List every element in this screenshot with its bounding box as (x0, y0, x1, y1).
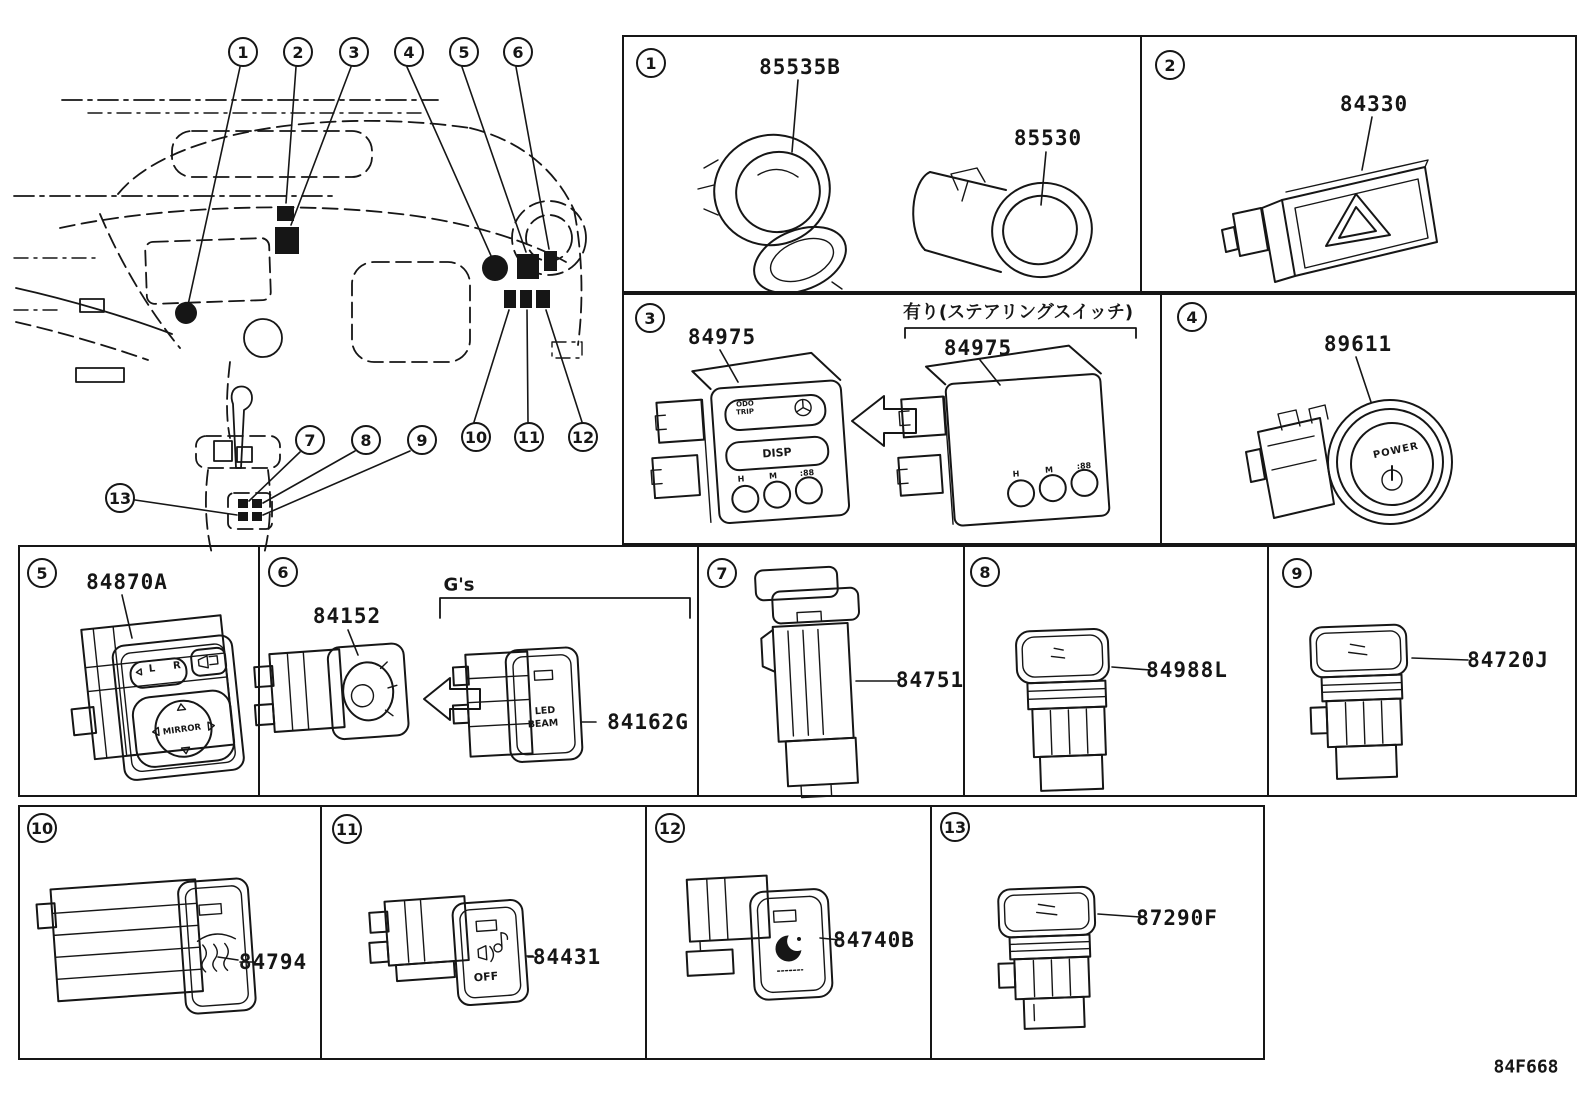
face-text-off: OFF (473, 969, 499, 985)
divider-cell11-cell12 (645, 805, 647, 1060)
part-drawing-85530 (913, 152, 1100, 286)
note-steering-switch: 有り(ステアリングスイッチ) (902, 302, 1134, 323)
part-drawing-84330 (1222, 117, 1437, 282)
part-drawing-84431 (367, 892, 529, 1012)
callout-11: 11 (514, 422, 544, 452)
part-drawing-84870A (63, 595, 245, 781)
part-label-84740B: 84740B (833, 928, 915, 952)
callout-9: 9 (407, 425, 437, 455)
cell-number-5: 5 (27, 558, 57, 588)
part-drawing-84988L (1016, 628, 1114, 791)
part-drawing-85535B (698, 80, 856, 306)
divider-cell5-cell6 (258, 545, 260, 797)
callout-6: 6 (503, 37, 533, 67)
face-text-trip: TRIP (735, 407, 755, 417)
face-text-clock-right: :88 (1076, 461, 1092, 471)
cell-number-3: 3 (635, 303, 665, 333)
part-label-84330: 84330 (1339, 92, 1409, 116)
cell-number-4: 4 (1177, 302, 1207, 332)
bracket-steering-switch (905, 328, 1136, 338)
cell-number-10: 10 (27, 813, 57, 843)
part-drawing-89611 (1246, 357, 1452, 524)
grade-label-gs: G's (443, 574, 475, 596)
part-label-84794: 84794 (238, 950, 308, 974)
face-text-l: L (148, 663, 156, 675)
part-label-84162G: 84162G (607, 710, 689, 734)
callout-4: 4 (394, 37, 424, 67)
face-text-beam: BEAM (527, 717, 559, 731)
part-label-87290F: 87290F (1136, 906, 1218, 930)
divider-cell1-cell2 (1140, 35, 1142, 293)
callout-5: 5 (449, 37, 479, 67)
part-label-89611: 89611 (1323, 332, 1393, 356)
face-text-power: POWER (1372, 440, 1420, 462)
part-label-84431: 84431 (532, 945, 602, 969)
cell-number-2: 2 (1155, 50, 1185, 80)
divider-cell3-cell4 (1160, 293, 1162, 545)
leader-84794 (218, 957, 238, 960)
part-label-84988L: 84988L (1146, 658, 1228, 682)
divider-cell10-cell11 (320, 805, 322, 1060)
cell-number-6: 6 (268, 557, 298, 587)
cell-number-12: 12 (655, 813, 685, 843)
divider-cell12-cell13 (930, 805, 932, 1060)
face-text-m-right: M (1044, 465, 1054, 475)
callout-3: 3 (339, 37, 369, 67)
callout-12: 12 (568, 422, 598, 452)
arrow-left-icon (852, 396, 916, 446)
page-code: 84F668 (1493, 1056, 1559, 1078)
callout-1: 1 (228, 37, 258, 67)
part-label-84720J: 84720J (1467, 648, 1549, 672)
face-text-mirror: MIRROR (162, 722, 202, 738)
part-label-85535B: 85535B (759, 55, 841, 79)
cell-number-9: 9 (1282, 558, 1312, 588)
part-drawing-84740B (683, 872, 833, 1003)
cell-number-13: 13 (940, 812, 970, 842)
callout-7: 7 (295, 425, 325, 455)
part-label-84975-right: 84975 (943, 336, 1013, 360)
face-text-led: LED (534, 704, 556, 718)
callout-10: 10 (461, 422, 491, 452)
part-drawing-84720J (1308, 624, 1411, 779)
face-text-disp: DISP (761, 445, 793, 461)
cell-number-8: 8 (970, 557, 1000, 587)
cell-number-1: 1 (636, 48, 666, 78)
part-drawing-84751 (755, 565, 869, 799)
face-text-odo: ODO (735, 399, 755, 409)
bracket-gs-grade (440, 598, 690, 618)
part-drawing-87290F (996, 886, 1099, 1029)
part-drawing-84975-left (644, 351, 850, 528)
dashboard-sketch (14, 67, 586, 554)
face-text-r: R (172, 660, 182, 672)
part-drawing-84975-right (889, 344, 1110, 530)
callout-13: 13 (105, 483, 135, 513)
callout-8: 8 (351, 425, 381, 455)
face-text-h-left: H (737, 474, 745, 484)
part-label-84975-left: 84975 (687, 325, 757, 349)
divider-cell8-cell9 (1267, 545, 1269, 797)
cell-number-11: 11 (332, 814, 362, 844)
part-label-85530: 85530 (1013, 126, 1083, 150)
part-label-84751: 84751 (895, 668, 965, 692)
arrow-left-icon (424, 678, 480, 720)
face-text-m-left: M (768, 471, 778, 481)
cell-number-7: 7 (707, 558, 737, 588)
leader-87290F (1098, 914, 1140, 917)
leader-84720J (1412, 658, 1468, 660)
callout-2: 2 (283, 37, 313, 67)
face-text-h-right: H (1012, 469, 1020, 479)
part-label-84870A: 84870A (86, 570, 168, 594)
face-text-clock-left: :88 (799, 468, 815, 478)
part-drawing-84794 (36, 876, 257, 1024)
part-label-84152: 84152 (312, 604, 382, 628)
divider-cell6-cell7 (697, 545, 699, 797)
part-drawing-84152 (251, 630, 409, 745)
leader-84988L (1112, 667, 1150, 670)
